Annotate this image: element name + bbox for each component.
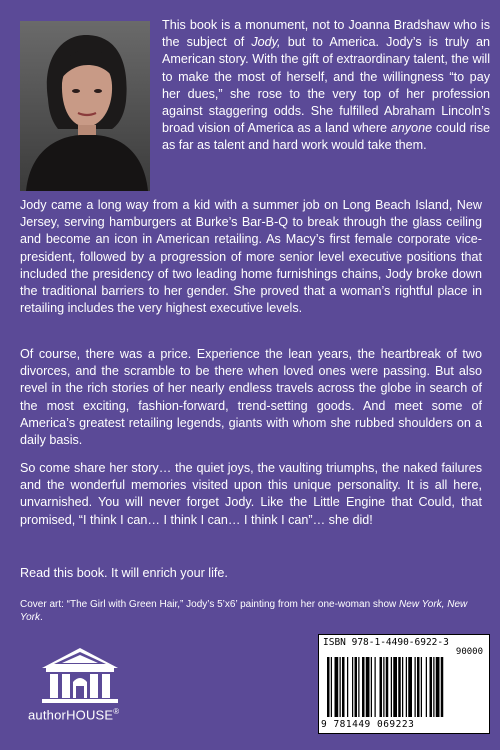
barcode-bar <box>371 657 372 717</box>
barcode-bar <box>430 657 433 717</box>
barcode-bar <box>355 657 358 717</box>
barcode-bar <box>421 657 422 717</box>
barcode-bar <box>386 657 389 717</box>
barcode-digits: 9 781449 069223 <box>321 719 415 730</box>
barcode-bar <box>402 657 403 717</box>
barcode-bar <box>406 657 407 717</box>
barcode-bar <box>366 657 370 717</box>
body-paragraph-3: So come share her story… the quiet joys, the vaulting triumphs, the naked failures and the wonderful memories visited upon this unique personality. It is all here, unvarnished. You will never forget Jody. Like the Little Engine that Could, that promised, “I think I can… I think I can… I think I can”… she did! <box>20 461 482 527</box>
barcode-bar <box>362 657 365 717</box>
isbn-text: ISBN 978-1-4490-6922-3 <box>323 637 449 648</box>
barcode-bar <box>375 657 376 717</box>
barcode-bar <box>436 657 440 717</box>
body-paragraph-1: Jody came a long way from a kid with a summer job on Long Beach Island, New Jersey, serving hamburgers at Burke’s Bar-B-Q to break through the glass ceiling and become an icon in American retailing. As Macy’s first female corporate vice-president, followed by a progression of more senior level executive positions that included the presidency of two leading home furnishings chains, Jody broke down the traditional barriers to her gender. She proved that a woman’s rightful place in retailing includes the very highest executive levels. <box>20 198 482 316</box>
barcode-bar <box>415 657 416 717</box>
barcode-bar <box>398 657 401 717</box>
body-paragraph-4: Read this book. It will enrich your life. <box>20 566 228 580</box>
price-code: 90000 <box>455 647 483 657</box>
barcode-bar <box>342 657 345 717</box>
barcode-bar <box>441 657 444 717</box>
barcode-bar <box>347 657 348 717</box>
barcode-bar <box>352 657 353 717</box>
barcode-bar <box>391 657 392 717</box>
barcode-bar <box>358 657 359 717</box>
body-paragraph-2: Of course, there was a price. Experience the lean years, the heartbreak of two divorces, and the scramble to be there when loved ones were passing. But also revel in the rich stories of her nearly endless travels across the globe in search of the most exciting, fashion-forward, trend-setting goods. And meet some of America’s greatest retailing legends, giants with whom she rubbed shoulders on a daily basis. <box>20 347 482 448</box>
barcode-bar <box>335 657 339 717</box>
barcode-bar <box>331 657 332 717</box>
barcode-bar <box>340 657 341 717</box>
barcode-bar <box>408 657 412 717</box>
cover-art-credit: Cover art: “The Girl with Green Hair,” Jody’s 5’x6’ painting from her one-woman show New York, New York. <box>20 599 468 623</box>
publisher-name: authorHOUSE® <box>28 707 120 723</box>
intro-paragraph: This book is a monument, not to Joanna Bradshaw who is the subject of Jody, but to America. Jody’s is truly an American story. With the gift of extraordinary talent, the will to make the most of herself, and the willingness “to pay her dues,” she rose to the very top of her profession against staggering odds. She fulfilled Abraham Lincoln’s broad vision of America as a land where anyone could rise as far as talent and hard work would take them. <box>162 18 490 153</box>
barcode-bar <box>380 657 383 717</box>
barcode-bar <box>393 657 397 717</box>
barcode-bar <box>417 657 420 717</box>
author-photo <box>20 21 150 191</box>
barcode-bar <box>327 657 330 717</box>
barcode-bar <box>383 657 384 717</box>
barcode-box <box>318 634 490 734</box>
barcode-bar <box>433 657 434 717</box>
barcode-bar <box>426 657 427 717</box>
barcode-bars-icon <box>325 657 483 719</box>
